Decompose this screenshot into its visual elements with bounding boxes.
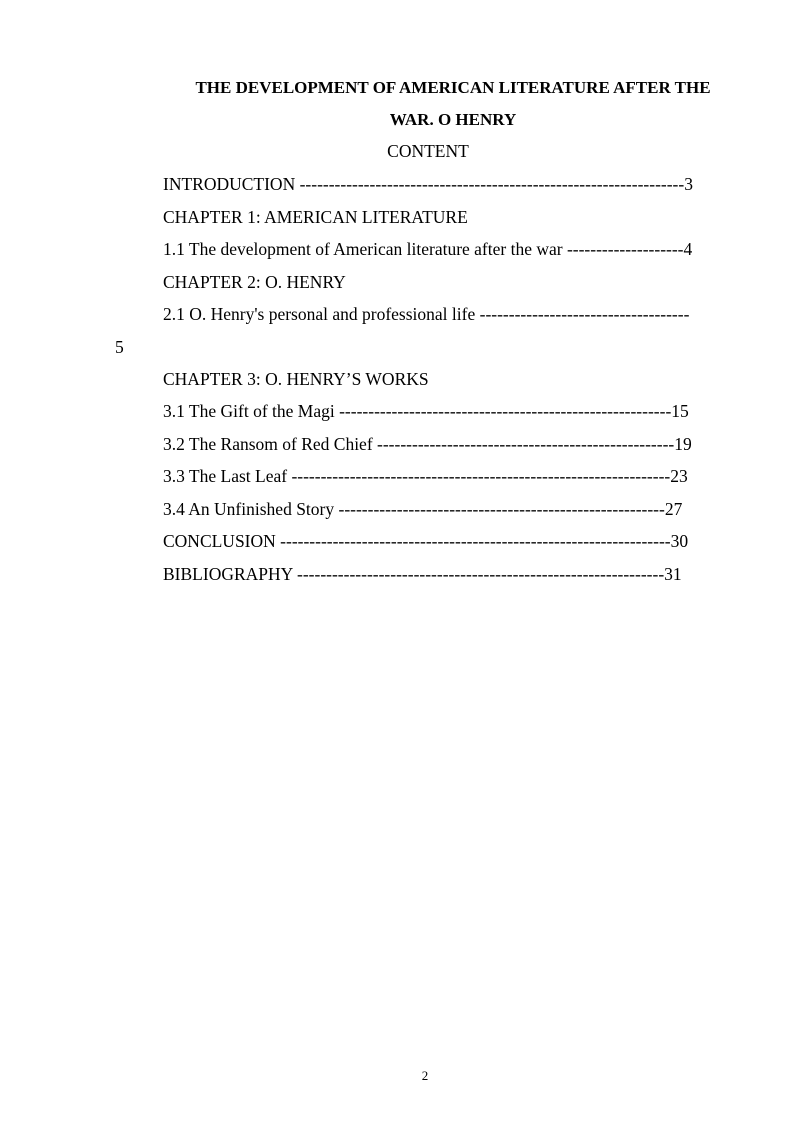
toc-entry-2-1-page-number: 5 — [115, 337, 124, 357]
toc-chapter-3-heading: CHAPTER 3: O. HENRY’S WORKS — [163, 369, 429, 389]
toc-entry-conclusion: CONCLUSION -------------------------------------------------------------------30 — [163, 531, 689, 551]
toc-chapter-1-heading: CHAPTER 1: AMERICAN LITERATURE — [163, 207, 468, 227]
document-title — [160, 72, 746, 136]
toc-entry-bibliography: BIBLIOGRAPHY ---------------------------------------------------------------31 — [163, 564, 682, 584]
title-line-2: WAR. O HENRY — [389, 110, 517, 129]
page-number: 2 — [421, 1068, 429, 1083]
title-line-1: THE DEVELOPMENT OF AMERICAN LITERATURE AFTER THE — [195, 78, 711, 97]
toc-entry-3-1: 3.1 The Gift of the Magi ---------------------------------------------------------15 — [163, 401, 689, 421]
toc-entry-introduction: INTRODUCTION ------------------------------------------------------------------3 — [163, 174, 693, 194]
toc-entry-2-1: 2.1 O. Henry's personal and professional life ------------------------------------ — [163, 304, 690, 324]
content-heading: CONTENT — [387, 141, 469, 161]
toc-entry-1-1: 1.1 The development of American literature after the war --------------------4 — [163, 239, 693, 259]
toc-entry-3-2: 3.2 The Ransom of Red Chief ---------------------------------------------------19 — [163, 434, 692, 454]
toc-chapter-2-heading: CHAPTER 2: O. HENRY — [163, 272, 346, 292]
toc-entry-3-3: 3.3 The Last Leaf -----------------------------------------------------------------23 — [163, 466, 688, 486]
toc-entry-3-4: 3.4 An Unfinished Story --------------------------------------------------------27 — [163, 499, 683, 519]
